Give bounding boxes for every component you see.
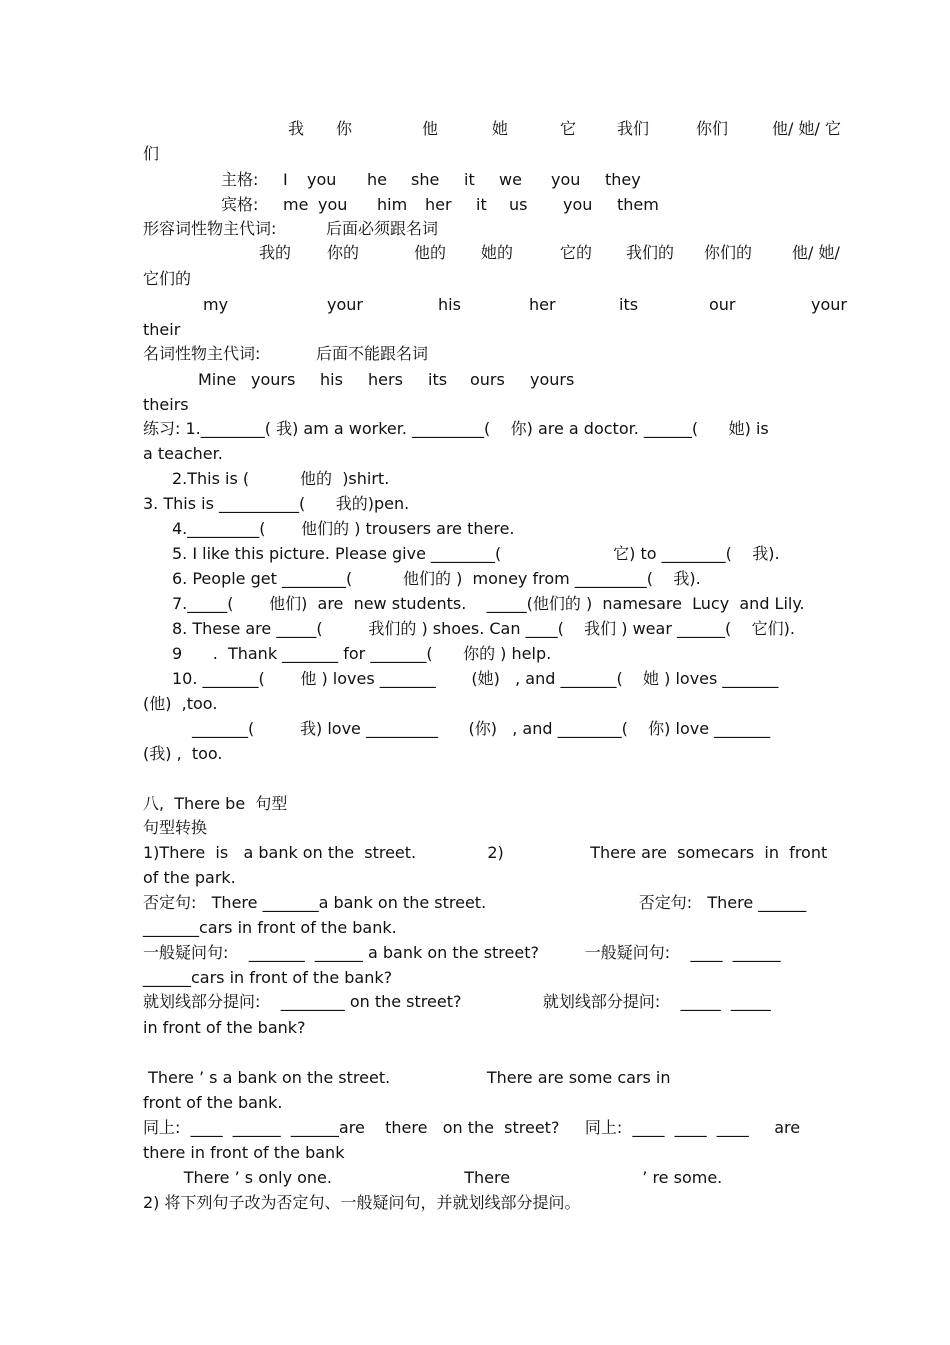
practice-line: 2.This is ( 他的 )shirt.: [172, 469, 390, 488]
adjective-word-cell: your: [327, 295, 363, 314]
noun-possessive-note: 后面不能跟名词: [316, 344, 429, 363]
adjective-word-cell: our: [709, 295, 736, 314]
subject-cell: you: [307, 170, 337, 189]
noun-word-cell: yours: [251, 370, 296, 389]
pronoun-header-5: 它: [560, 119, 577, 138]
section8-line: 2) 将下列句子改为否定句、一般疑问句，并就划线部分提问。: [143, 1193, 581, 1212]
practice-line: 10. _______( 他 ) loves _______ (她) , and _______( 她 ) loves _______: [172, 669, 779, 688]
subject-cell: we: [499, 170, 522, 189]
section8-line: ______cars in front of the bank?: [143, 968, 393, 987]
practice-line: a teacher.: [143, 444, 223, 463]
adjective-header-cell: 它的: [560, 243, 593, 262]
pronoun-header-1: 我: [288, 119, 305, 138]
practice-line: (他) ,too.: [143, 694, 218, 713]
adjective-possessive-note: 后面必须跟名词: [326, 219, 439, 238]
section8-title: 八, There be 句型: [143, 794, 288, 813]
adjective-header-cell: 他/ 她/: [792, 243, 840, 262]
practice-line: 8. These are _____( 我们的 ) shoes. Can ____( 我们 ) wear ______( 它们).: [172, 619, 795, 638]
practice-line: 6. People get ________( 他们的 ) money from _________( 我).: [172, 569, 701, 588]
adjective-word-wrap: their: [143, 320, 181, 339]
practice-line: 7._____( 他们) are new students. _____(他们的 ) namesare Lucy and Lily.: [172, 594, 805, 613]
adjective-header-wrap: 它们的: [143, 269, 192, 288]
adjective-word-cell: my: [203, 295, 229, 314]
pronoun-header-2: 你: [336, 119, 353, 138]
practice-line: (我) , too.: [143, 744, 223, 763]
adjective-header-cell: 我的: [259, 243, 292, 262]
noun-word-cell: Mine: [198, 370, 237, 389]
object-row-label: 宾格:: [221, 195, 259, 214]
object-cell: them: [617, 195, 659, 214]
section8-line: 1)There is a bank on the street. 2) There are somecars in front: [143, 843, 828, 862]
subject-cell: you: [551, 170, 581, 189]
object-cell: you: [318, 195, 348, 214]
pronoun-header-3: 他: [422, 119, 439, 138]
object-cell: me: [283, 195, 309, 214]
subject-row-label: 主格:: [221, 170, 259, 189]
section8-line: There ’ s only one. There ’ re some.: [143, 1168, 723, 1187]
section8-line: 否定句: There _______a bank on the street. 否定句: There ______: [143, 893, 807, 912]
practice-line: _______( 我) love _________ (你) , and ________( 你) love _______: [192, 719, 771, 738]
object-cell: him: [377, 195, 408, 214]
subject-cell: I: [283, 170, 288, 189]
pronoun-header-4: 她: [492, 119, 509, 138]
pronoun-header-wrap: 们: [143, 144, 160, 163]
section8-subtitle: 句型转换: [143, 818, 208, 837]
practice-line: 5. I like this picture. Please give ________( 它) to ________( 我).: [172, 544, 780, 563]
section8-line: 就划线部分提问: ________ on the street? 就划线部分提问: _____ _____: [143, 992, 771, 1011]
practice-line: 3. This is __________( 我的)pen.: [143, 494, 410, 513]
adjective-header-cell: 他的: [414, 243, 447, 262]
subject-cell: it: [464, 170, 475, 189]
section8-line: front of the bank.: [143, 1093, 283, 1112]
noun-word-cell: his: [320, 370, 343, 389]
adjective-header-cell: 你的: [327, 243, 360, 262]
object-cell: it: [476, 195, 487, 214]
object-cell: you: [563, 195, 593, 214]
section8-line: there in front of the bank: [143, 1143, 345, 1162]
practice-line: 9 . Thank _______ for _______( 你的 ) help.: [172, 644, 552, 663]
noun-word-cell: its: [428, 370, 448, 389]
section8-line: There ’ s a bank on the street. There are some cars in: [143, 1068, 671, 1087]
noun-word-cell: yours: [530, 370, 575, 389]
pronoun-header-7: 你们: [696, 119, 729, 138]
section8-line: 同上: ____ ______ ______are there on the street? 同上: ____ ____ ____ are: [143, 1118, 801, 1137]
adjective-header-cell: 你们的: [704, 243, 753, 262]
adjective-word-cell: its: [619, 295, 639, 314]
practice-line: 4._________( 他们的 ) trousers are there.: [172, 519, 515, 538]
subject-cell: she: [411, 170, 440, 189]
adjective-possessive-heading: 形容词性物主代词:: [143, 219, 277, 238]
noun-word-cell: hers: [368, 370, 403, 389]
practice-line: 练习: 1.________( 我) am a worker. _________( 你) are a doctor. ______( 她) is: [143, 419, 769, 438]
noun-possessive-heading: 名词性物主代词:: [143, 344, 261, 363]
section8-line: in front of the bank?: [143, 1018, 306, 1037]
adjective-word-cell: her: [529, 295, 556, 314]
adjective-word-cell: his: [438, 295, 461, 314]
section8-line: of the park.: [143, 868, 236, 887]
subject-cell: he: [367, 170, 387, 189]
noun-word-wrap: theirs: [143, 395, 189, 414]
section8-line: _______cars in front of the bank.: [143, 918, 397, 937]
adjective-word-cell: your: [811, 295, 847, 314]
object-cell: her: [425, 195, 452, 214]
adjective-header-cell: 她的: [481, 243, 514, 262]
pronoun-header-8: 他/ 她/ 它: [772, 119, 841, 138]
pronoun-header-6: 我们: [617, 119, 650, 138]
section8-line: 一般疑问句: _______ ______ a bank on the street? 一般疑问句: ____ ______: [143, 943, 781, 962]
object-cell: us: [509, 195, 528, 214]
adjective-header-cell: 我们的: [626, 243, 675, 262]
subject-cell: they: [605, 170, 641, 189]
noun-word-cell: ours: [470, 370, 505, 389]
